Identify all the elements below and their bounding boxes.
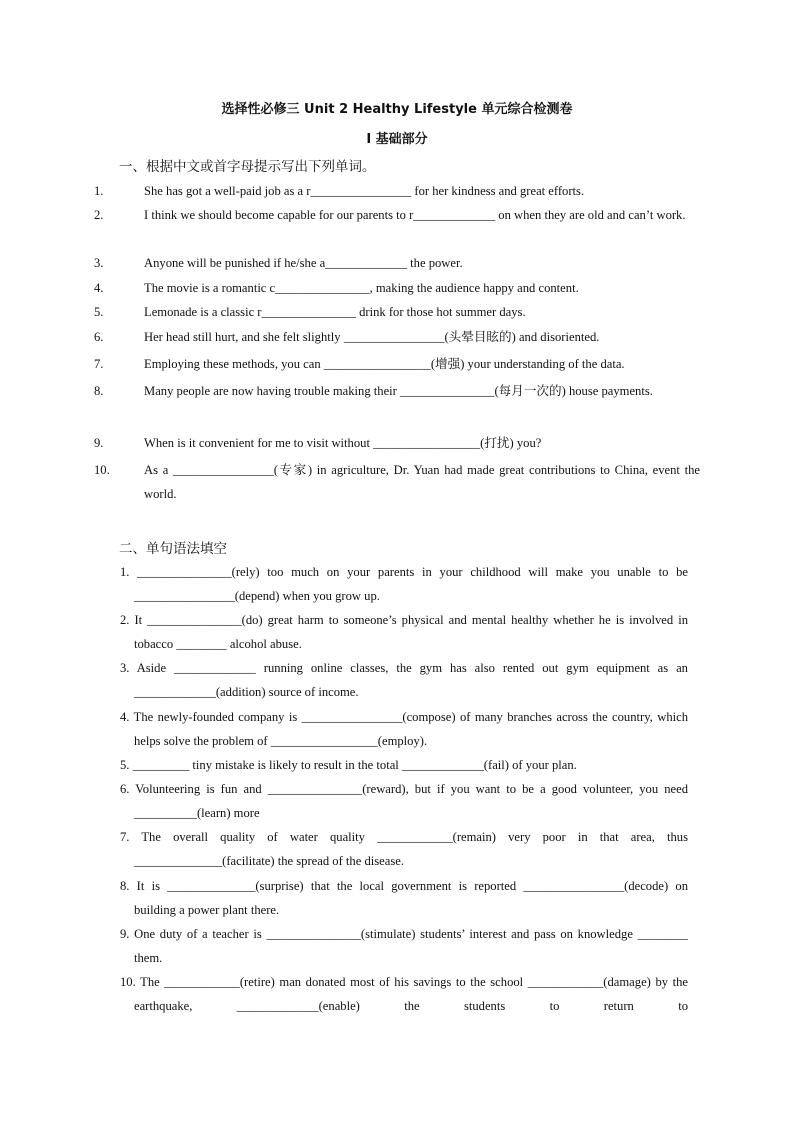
s1-question-4 <box>94 276 700 300</box>
question-text: Her head still hurt, and she felt slightly ________________(头晕目眩的) and disoriented. <box>144 330 600 344</box>
question-text: Aside _____________ running online classes, the gym has also rented out gym equipment as an _____________(addition) source of income. <box>134 661 688 700</box>
s2-question-8 <box>120 874 688 922</box>
question-text: One duty of a teacher is _______________(stimulate) students’ interest and pass on knowledge ________ them. <box>134 927 688 966</box>
question-text: Lemonade is a classic r_______________ drink for those hot summer days. <box>144 305 526 319</box>
question-number: 7. <box>120 830 130 844</box>
question-text: It is ______________(surprise) that the local government is reported ________________(decode) on building a power plant there. <box>134 879 688 918</box>
question-number: 3. <box>120 661 130 675</box>
s2-question-1 <box>120 560 688 608</box>
question-number: 2. <box>94 208 104 222</box>
s2-question-9 <box>120 922 688 970</box>
question-number: 7. <box>94 357 104 371</box>
question-number: 6. <box>120 782 130 796</box>
question-number: 9. <box>120 927 130 941</box>
question-text: It _______________(do) great harm to someone’s physical and mental healthy whether he is involved in tobacco ________ alcohol abuse. <box>134 613 688 652</box>
s2-question-5 <box>120 753 688 777</box>
s1-question-5 <box>94 300 700 324</box>
s1-question-3 <box>94 251 700 275</box>
s1-question-9 <box>94 431 700 455</box>
question-text: Many people are now having trouble making their _______________(每月一次的) house payments. <box>144 384 653 398</box>
section-2-heading: 二、单句语法填空 <box>119 541 227 557</box>
question-text: The overall quality of water quality ____________(remain) very poor in that area, thus ______________(facilitate) the spread of the disease. <box>134 830 688 869</box>
question-number: 2. <box>120 613 130 627</box>
question-text: The newly-founded company is ________________(compose) of many branches across the country, which helps solve the problem of _________________(employ). <box>133 710 689 749</box>
s2-question-6 <box>120 777 688 825</box>
question-number: 6. <box>94 330 104 344</box>
question-text: _________ tiny mistake is likely to result in the total _____________(fail) of your plan. <box>132 758 577 772</box>
section-1-heading: 一、根据中文或首字母提示写出下列单词。 <box>119 159 376 175</box>
s1-question-10 <box>94 458 700 506</box>
question-text: She has got a well-paid job as a r________________ for her kindness and great efforts. <box>144 184 585 198</box>
s1-question-6 <box>94 325 700 349</box>
question-text: When is it convenient for me to visit without _________________(打扰) you? <box>144 436 542 450</box>
question-number: 8. <box>120 879 130 893</box>
s2-question-2 <box>120 608 688 656</box>
s1-question-2 <box>94 203 700 227</box>
s2-question-7 <box>120 825 688 873</box>
page-title: 选择性必修三 Unit 2 Healthy Lifestyle 单元综合检测卷 <box>221 102 573 117</box>
question-text: Volunteering is fun and _______________(reward), but if you want to be a good volunteer, you need __________(learn) more <box>134 782 688 821</box>
part-subtitle: I 基础部分 <box>366 132 428 147</box>
s2-question-10 <box>120 970 688 1018</box>
question-number: 5. <box>120 758 130 772</box>
question-number: 9. <box>94 436 104 450</box>
question-text: As a ________________(专家) in agriculture, Dr. Yuan had made great contributions to China, event the world. <box>144 463 700 502</box>
question-text: The ____________(retire) man donated most of his savings to the school ____________(damage) by the earthquake, _____________(enable) the students to return to <box>134 975 689 1014</box>
question-number: 10. <box>120 975 136 989</box>
s1-question-8 <box>94 379 700 403</box>
question-number: 1. <box>120 565 130 579</box>
question-number: 4. <box>120 710 130 724</box>
question-text: Anyone will be punished if he/she a_____________ the power. <box>144 256 463 270</box>
s2-question-3 <box>120 656 688 704</box>
question-number: 10. <box>94 463 110 477</box>
question-number: 8. <box>94 384 104 398</box>
question-number: 3. <box>94 256 104 270</box>
s1-question-7 <box>94 352 700 376</box>
question-number: 4. <box>94 281 104 295</box>
question-text: Employing these methods, you can _________________(增强) your understanding of the data. <box>144 357 625 371</box>
question-number: 1. <box>94 184 104 198</box>
s2-question-4 <box>120 705 688 753</box>
question-text: _______________(rely) too much on your parents in your childhood will make you unable to be ________________(depend) when you grow up. <box>134 565 688 604</box>
question-text: The movie is a romantic c_______________, making the audience happy and content. <box>144 281 579 295</box>
question-text: I think we should become capable for our parents to r_____________ on when they are old and can’t work. <box>144 208 686 222</box>
question-number: 5. <box>94 305 104 319</box>
s1-question-1 <box>94 179 700 203</box>
